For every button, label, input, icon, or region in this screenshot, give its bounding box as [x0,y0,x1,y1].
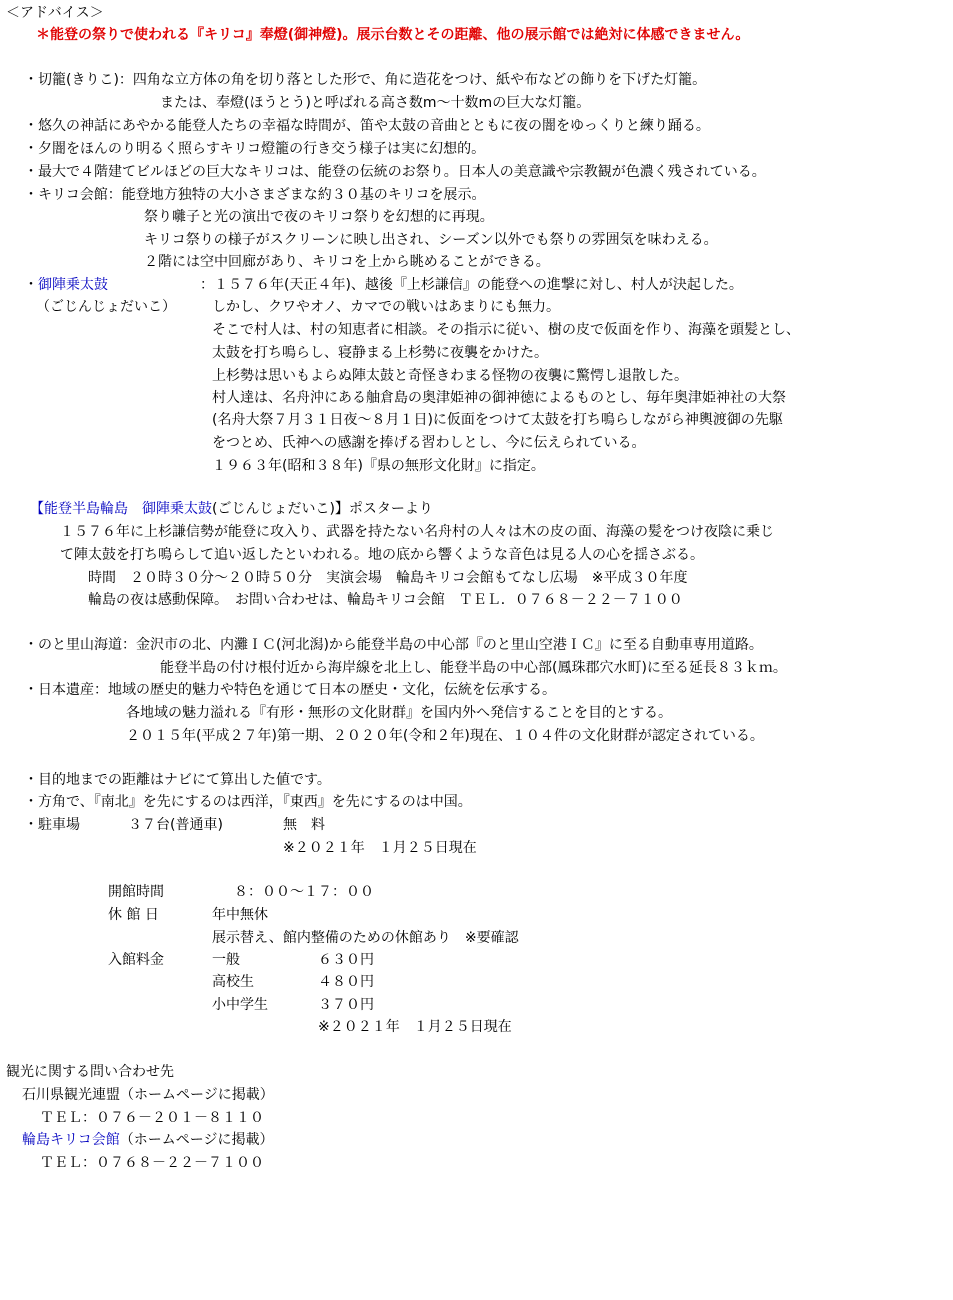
fee-as-of: ※２０２１年 １月２５日現在 [318,1019,512,1035]
inquiry-org [22,1130,273,1150]
gojinjo-title: 御陣乗太鼓 [38,277,108,293]
closed-label: 休 館 日 [108,907,159,923]
open-label: 開館時間 [108,884,164,900]
poster-title [30,499,433,519]
parking-count: ３７台(普通車) [128,817,223,833]
poster-body: １５７６年に上杉謙信勢が能登に攻入り、武器を持たない名舟村の人々は木の皮の面、海藻の髪をつけ夜陰に乗じ [60,524,774,540]
gojinjo-line: １９６３年(昭和３８年)『県の無形文化財』に指定。 [212,458,545,474]
inquiry-tel: ＴＥＬ：０７６－２０１－８１１０ [40,1110,264,1126]
fee-category: 小中学生 [212,997,268,1013]
poster-title-sub: (ごじんじょだいこ)】ポスターより [212,501,433,517]
highlight-note: ＊能登の祭りで使われる『キリコ』奉燈(御神燈)。展示台数とその距離、他の展示館では絶対に体感できません。 [36,27,750,43]
poster-time: 時間 ２０時３０分～２０時５０分 実演会場 輪島キリコ会館もてなし広場 ※平成３０年度 [88,570,688,586]
poster-body: て陣太鼓を打ち鳴らして追い返したといわれる。地の底から響くような音色は見る人の心を揺さぶる。 [60,547,704,563]
kiriko-def-line: または、奉燈(ほうとう)と呼ばれる高さ数m～十数mの巨大な灯籠。 [160,95,591,111]
heritage-line: ２０１５年(平成２７年)第一期、２０２０年(令和２年)現在、１０４件の文化財群が認定されている。 [126,728,764,744]
gojinjo-reading: （ごじんじょだいこ） [36,299,176,315]
bullet-dot: ・ [24,277,38,293]
inquiry-title: 観光に関する問い合わせ先 [6,1064,174,1080]
parking-fee: 無 料 [283,817,325,833]
fee-category: 一般 [212,952,240,968]
advice-header: ＜アドバイス＞ [6,5,104,21]
inquiry-org: 石川県観光連盟（ホームページに掲載） [22,1087,274,1103]
poster-contact: 輪島の夜は感動保障。 お問い合わせは、輪島キリコ会館 ＴＥＬ．０７６８－２２－７１００ [88,592,683,608]
gojinjo-line: そこで村人は、村の知恵者に相談。その指示に従い、樹の皮で仮面を作り、海藻を頭髪とし、 [212,322,800,338]
fee-price: ３７０円 [318,997,374,1013]
heritage-line: 各地域の魅力溢れる『有形・無形の文化財群』を国内外へ発信することを目的とする。 [126,705,672,721]
kaikan-line: ・キリコ会館：能登地方独特の大小さまざまな約３０基のキリコを展示。 [24,187,486,203]
closed-note: 展示替え、館内整備のための休館あり ※要確認 [212,930,519,946]
note-distance: ・目的地までの距離はナビにて算出した値です。 [24,772,331,788]
fee-label: 入館料金 [108,952,164,968]
bullet-item: ・最大で４階建てビルほどの巨大なキリコは、能登の伝統のお祭り。日本人の美意識や宗教観が色濃く残されている。 [24,164,766,180]
fee-price: ４８０円 [318,974,374,990]
closed-value: 年中無休 [212,907,268,923]
parking-as-of: ※２０２１年 １月２５日現在 [283,840,477,856]
inquiry-org-note: （ホームページに掲載） [119,1132,274,1148]
fee-price: ６３０円 [318,952,374,968]
kaikan-line: ２階には空中回廊があり、キリコを上から眺めることができる。 [144,254,550,270]
open-value: ８：００～１７：００ [234,884,374,900]
road-line: ・のと里山海道：金沢市の北、内灘ＩＣ(河北潟)から能登半島の中心部『のと里山空港ＩＣ』に至る自動車専用道路。 [24,637,763,653]
gojinjo-line: ：１５７６年(天正４年)、越後『上杉謙信』の能登への進撃に対し、村人が決起した。 [200,277,743,293]
bullet-item: ・夕闇をほんのり明るく照らすキリコ燈籠の行き交う様子は実に幻想的。 [24,141,486,157]
kaikan-line: 祭り囃子と光の演出で夜のキリコ祭りを幻想的に再現。 [144,209,494,225]
gojinjo-line: 村人達は、名舟沖にある舳倉島の奥津姫神の御神徳によるものとし、毎年奥津姫神社の大祭 [212,390,786,406]
fee-category: 高校生 [212,974,254,990]
kaikan-line: キリコ祭りの様子がスクリーンに映し出され、シーズン以外でも祭りの雰囲気を味わえる。 [144,232,718,248]
gojinjo-line: (名舟大祭７月３１日夜～８月１日)に仮面をつけて太鼓を打ち鳴らしながら神輿渡御の先駆 [212,412,783,428]
heritage-line: ・日本遺産：地域の歴史的魅力や特色を通じて日本の歴史・文化，伝統を伝承する。 [24,682,556,698]
note-direction: ・方角で、『南北』を先にするのは西洋，『東西』を先にするのは中国。 [24,794,472,810]
gojinjo-line: しかし、クワやオノ、カマでの戦いはあまりにも無力。 [212,299,561,315]
road-line: 能登半島の付け根付近から海岸線を北上し、能登半島の中心部(鳳珠郡穴水町)に至る延長８３ｋｍ。 [160,660,787,676]
gojinjo-heading [24,275,108,295]
poster-title-main: 【能登半島輪島 御陣乗太鼓 [30,501,212,517]
kiriko-def-line: ・切籠(きりこ)：四角な立方体の角を切り落とした形で、角に造花をつけ、紙や布などの飾りを下げた灯籠。 [24,72,707,88]
gojinjo-line: 太鼓を打ち鳴らし、寝静まる上杉勢に夜襲をかけた。 [212,345,548,361]
bullet-item: ・悠久の神話にあやかる能登人たちの幸福な時間が、笛や太鼓の音曲とともに夜の闇をゆっくりと練り踊る。 [24,118,710,134]
kiriko-kaikan-link[interactable]: 輪島キリコ会館 [22,1132,120,1148]
parking-label: ・駐車場 [24,817,80,833]
gojinjo-line: 上杉勢は思いもよらぬ陣太鼓と奇怪きわまる怪物の夜襲に驚愕し退散した。 [212,368,688,384]
inquiry-tel: ＴＥＬ：０７６８－２２－７１００ [40,1155,264,1171]
gojinjo-line: をつとめ、氏神への感謝を捧げる習わしとし、今に伝えられている。 [212,435,646,451]
